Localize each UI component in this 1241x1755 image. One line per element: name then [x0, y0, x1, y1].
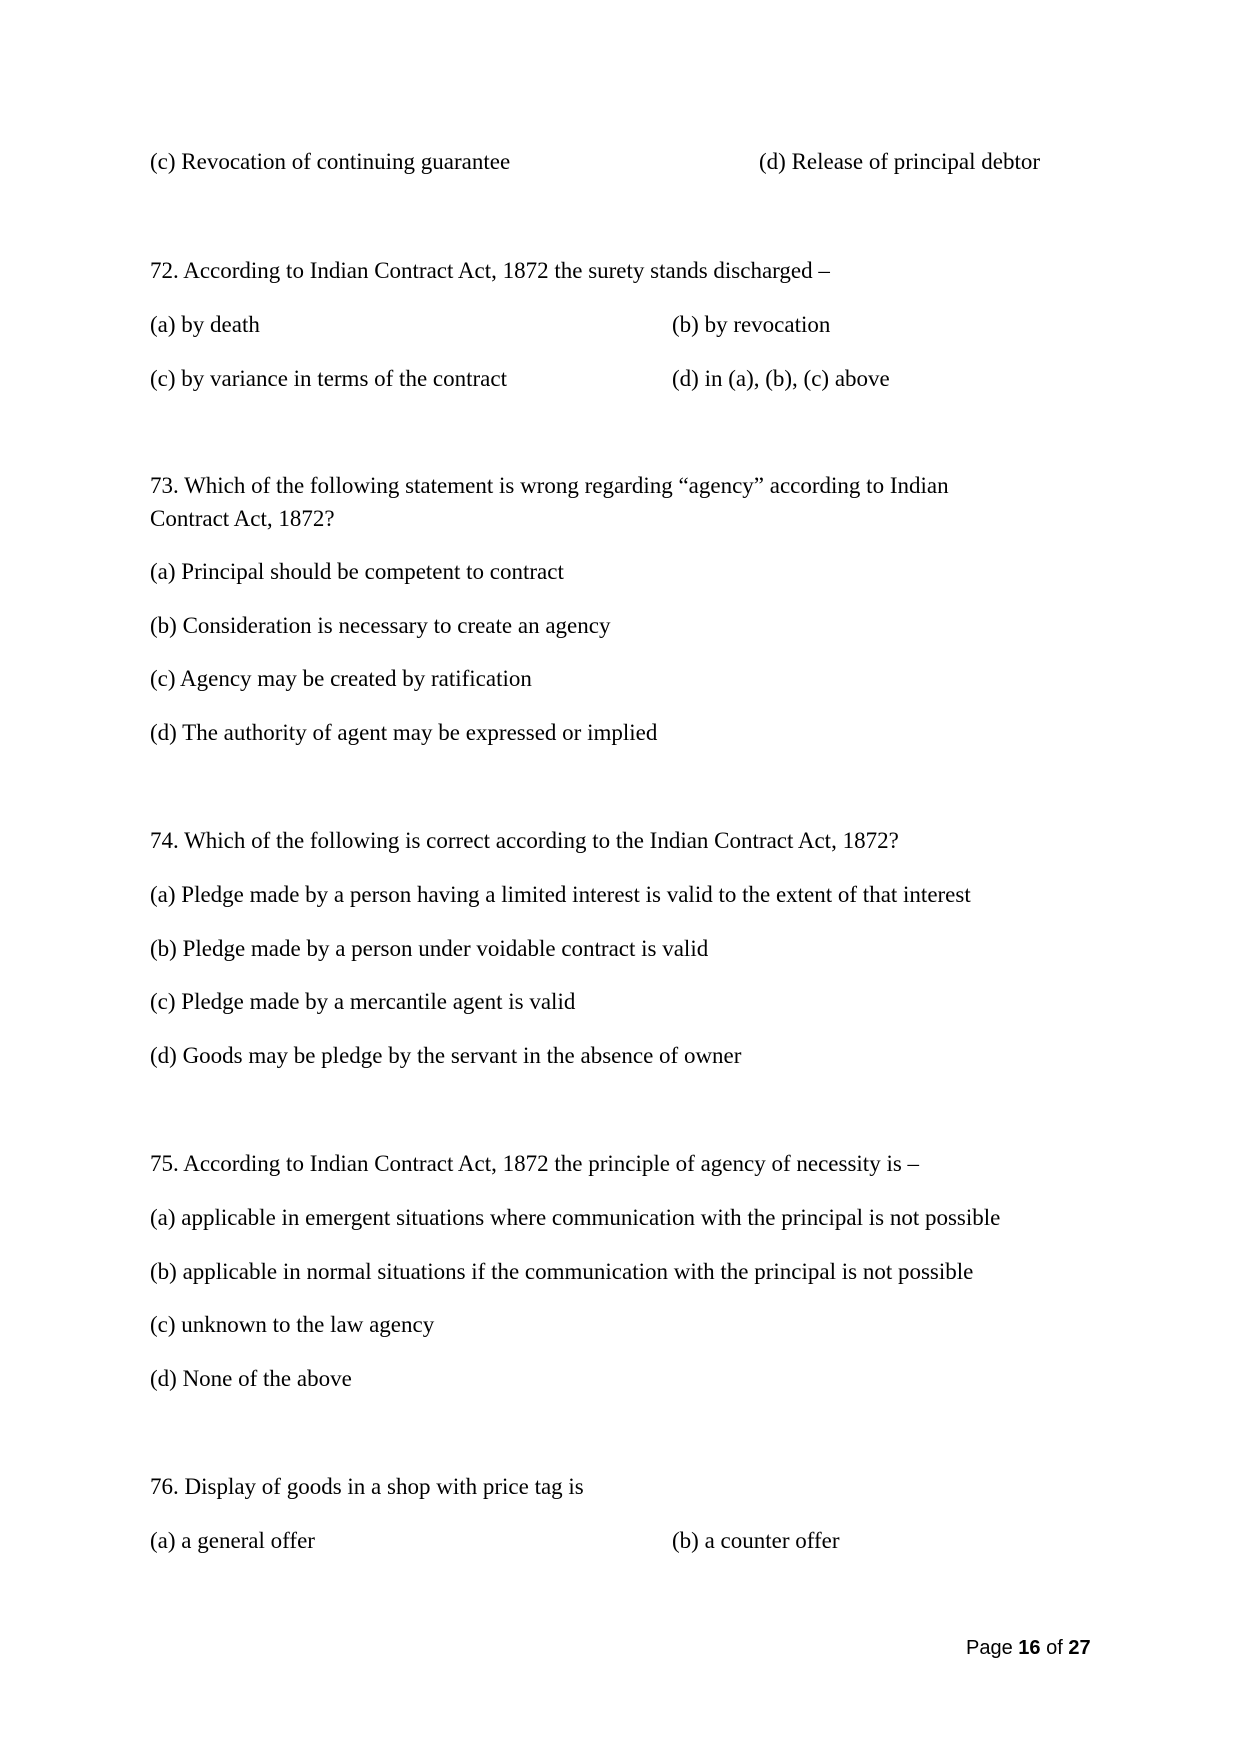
question-73-line2: Contract Act, 1872? [150, 506, 335, 531]
option-prev-d: (d) Release of principal debtor [759, 149, 1040, 174]
page-word: Page [966, 1637, 1013, 1659]
q74-option-d: (d) Goods may be pledge by the servant in the absence of owner [150, 1043, 742, 1068]
option-prev-c: (c) Revocation of continuing guarantee [150, 149, 511, 174]
q74-option-b: (b) Pledge made by a person under voidable contract is valid [150, 936, 709, 961]
of-word: of [1046, 1637, 1063, 1659]
q75-option-d: (d) None of the above [150, 1366, 352, 1391]
total-pages: 27 [1068, 1637, 1091, 1659]
q75-option-c: (c) unknown to the law agency [150, 1312, 435, 1337]
q72-option-d: (d) in (a), (b), (c) above [672, 366, 890, 391]
question-73-line1: 73. Which of the following statement is wrong regarding “agency” according to Indian [150, 473, 949, 498]
question-74: 74. Which of the following is correct according to the Indian Contract Act, 1872? [150, 828, 899, 853]
q76-option-b: (b) a counter offer [672, 1528, 840, 1553]
q72-option-a: (a) by death [150, 312, 260, 337]
q74-option-c: (c) Pledge made by a mercantile agent is valid [150, 989, 576, 1014]
q76-option-a: (a) a general offer [150, 1528, 315, 1553]
page-footer [966, 1633, 1091, 1663]
q73-option-a: (a) Principal should be competent to contract [150, 559, 564, 584]
q75-option-a: (a) applicable in emergent situations where communication with the principal is not possible [150, 1205, 1001, 1230]
q73-option-c: (c) Agency may be created by ratification [150, 666, 532, 691]
question-72: 72. According to Indian Contract Act, 1872 the surety stands discharged – [150, 258, 830, 283]
q73-option-d: (d) The authority of agent may be expressed or implied [150, 720, 658, 745]
q75-option-b: (b) applicable in normal situations if the communication with the principal is not possible [150, 1259, 974, 1284]
question-76: 76. Display of goods in a shop with price tag is [150, 1474, 584, 1499]
question-75: 75. According to Indian Contract Act, 1872 the principle of agency of necessity is – [150, 1151, 920, 1176]
q74-option-a: (a) Pledge made by a person having a limited interest is valid to the extent of that interest [150, 882, 971, 907]
q72-option-b: (b) by revocation [672, 312, 831, 337]
page-number: 16 [1018, 1637, 1041, 1659]
q72-option-c: (c) by variance in terms of the contract [150, 366, 507, 391]
q73-option-b: (b) Consideration is necessary to create an agency [150, 613, 611, 638]
